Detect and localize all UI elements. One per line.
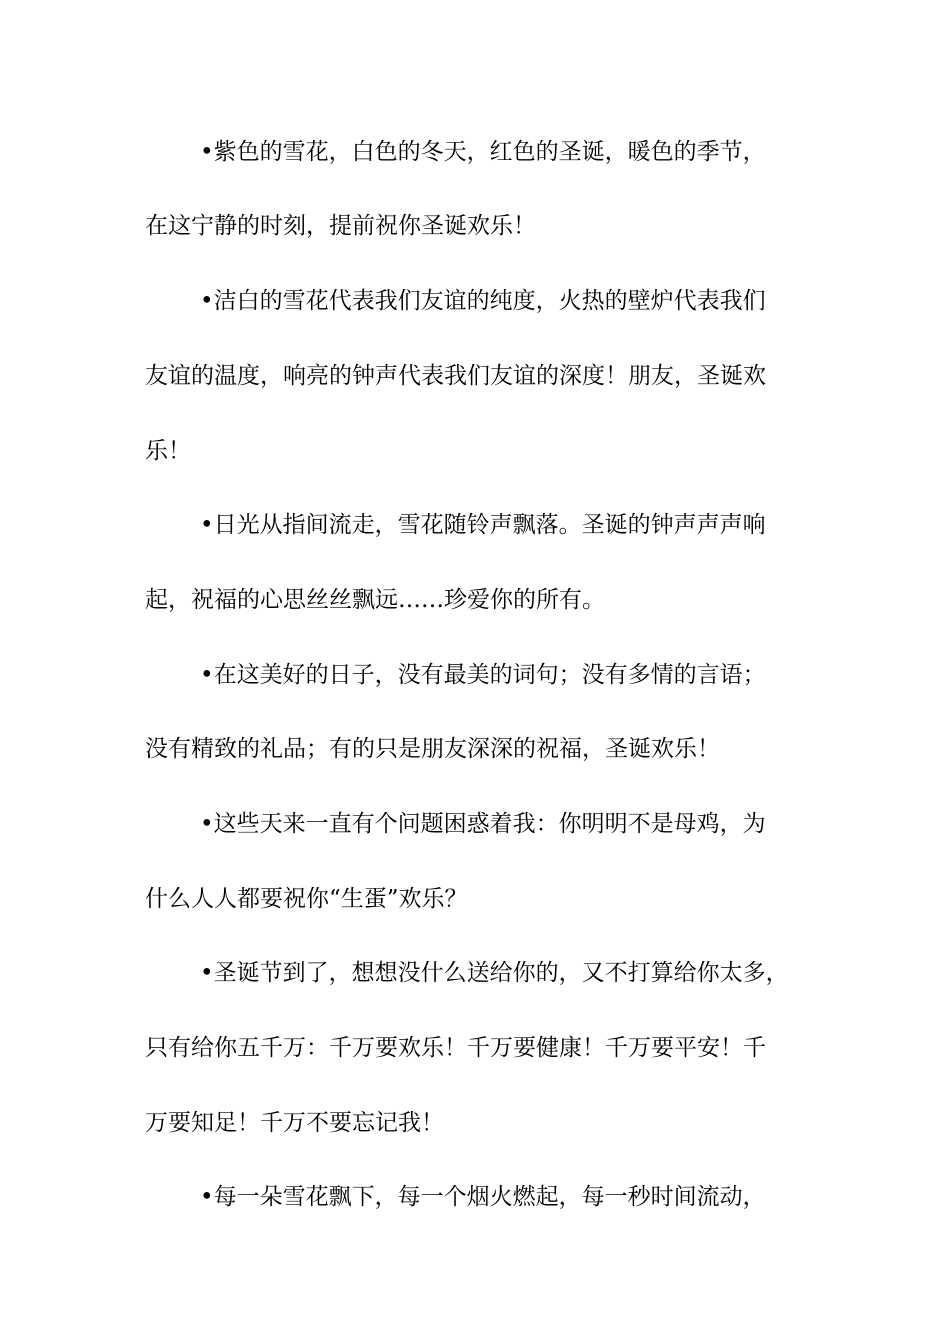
paragraph-3-line-1: •日光从指间流走，雪花随铃声飘落。圣诞的钟声声声响 xyxy=(200,512,766,538)
paragraph-4-line-1: •在这美好的日子，没有最美的词句；没有多情的言语； xyxy=(200,662,766,688)
paragraph-2-line-2: 友谊的温度，响亮的钟声代表我们友谊的深度！朋友，圣诞欢 xyxy=(145,363,766,389)
paragraph-1-line-2: 在这宁静的时刻，提前祝你圣诞欢乐！ xyxy=(145,213,536,239)
paragraph-2-line-3: 乐！ xyxy=(145,438,191,464)
paragraph-2-line-1: •洁白的雪花代表我们友谊的纯度，火热的壁炉代表我们 xyxy=(200,288,766,314)
paragraph-6-line-2: 只有给你五千万：千万要欢乐！千万要健康！千万要平安！千 xyxy=(145,1035,766,1061)
paragraph-1-line-1: •紫色的雪花，白色的冬天，红色的圣诞，暖色的季节， xyxy=(200,139,766,165)
paragraph-6-line-3: 万要知足！千万不要忘记我！ xyxy=(145,1110,444,1136)
paragraph-7-line-1: •每一朵雪花飘下，每一个烟火燃起，每一秒时间流动， xyxy=(200,1184,766,1210)
paragraph-4-line-2: 没有精致的礼品；有的只是朋友深深的祝福，圣诞欢乐！ xyxy=(145,736,720,762)
paragraph-5-line-2: 什么人人都要祝你“生蛋”欢乐？ xyxy=(145,886,468,912)
paragraph-3-line-2: 起，祝福的心思丝丝飘远……珍爱你的所有。 xyxy=(145,587,605,613)
paragraph-6-line-1: •圣诞节到了，想想没什么送给你的，又不打算给你太多， xyxy=(200,960,789,986)
paragraph-5-line-1: •这些天来一直有个问题困惑着我：你明明不是母鸡，为 xyxy=(200,811,766,837)
